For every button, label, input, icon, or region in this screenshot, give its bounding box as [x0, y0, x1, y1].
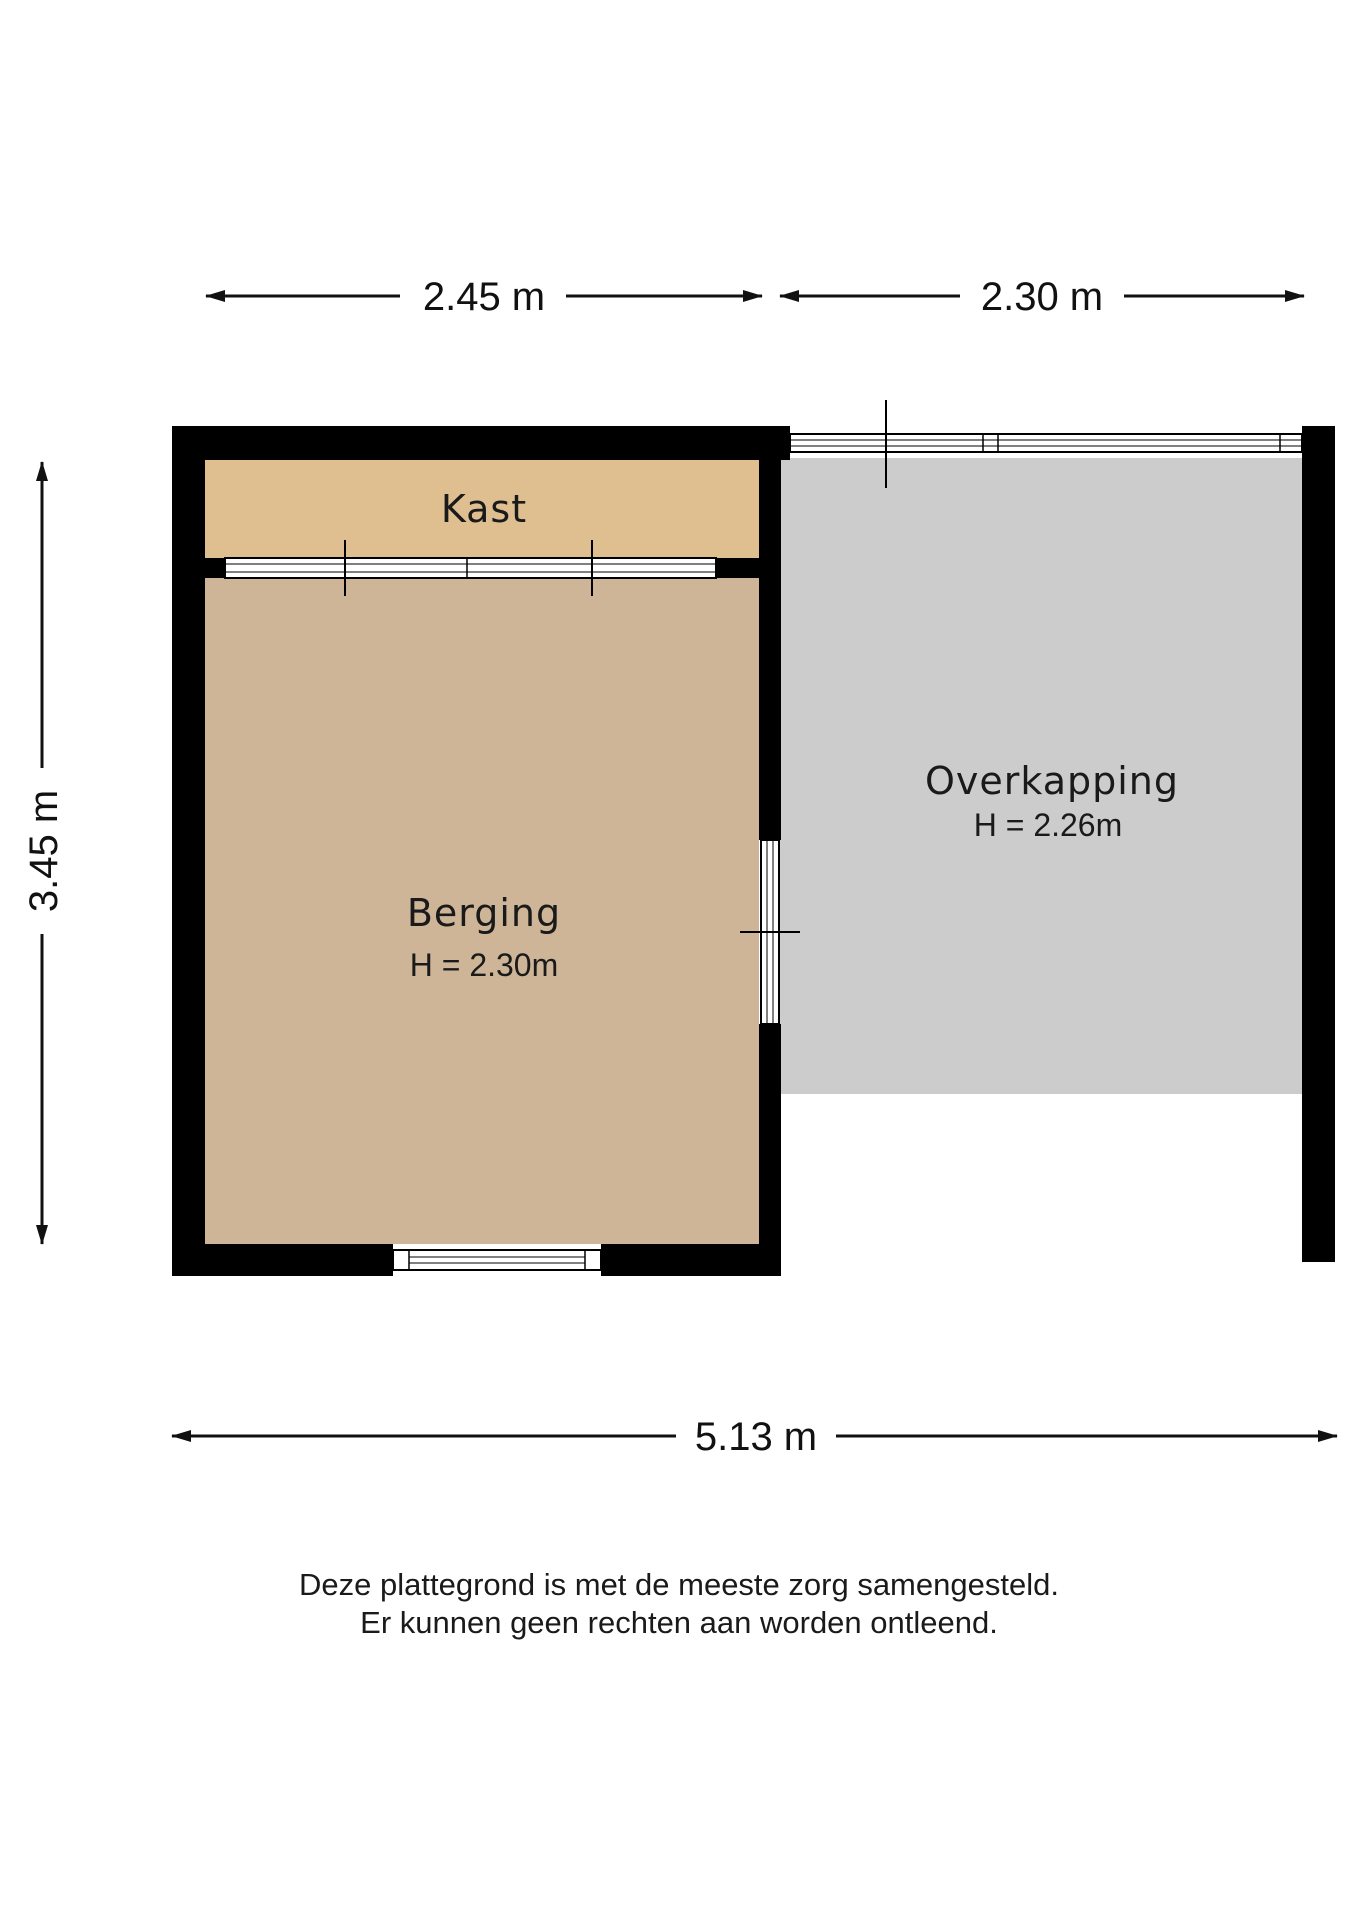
bottom-window	[393, 1250, 601, 1270]
dimension-label-top-right: 2.30 m	[980, 275, 1104, 319]
wall-bottom-left	[172, 1244, 393, 1276]
overkapping-height: H = 2.26m	[973, 807, 1123, 843]
wall-top-berging	[172, 426, 790, 460]
dimension-label-bottom: 5.13 m	[694, 1415, 818, 1459]
overkapping-label: Overkapping	[924, 759, 1180, 803]
dimension-top-right	[780, 275, 1304, 319]
berging-label: Berging	[406, 891, 562, 935]
kast-label: Kast	[440, 487, 528, 531]
kast-divider-right	[716, 558, 759, 578]
kast-divider-left	[205, 558, 225, 578]
disclaimer-line-2: Er kunnen geen rechten aan worden ontleend.	[360, 1605, 998, 1640]
wall-middle-lower	[759, 1024, 781, 1276]
disclaimer-line-1: Deze plattegrond is met de meeste zorg samengesteld.	[299, 1567, 1059, 1602]
dimension-left	[22, 462, 66, 1244]
wall-middle-upper	[759, 426, 781, 840]
dimension-bottom	[172, 1415, 1337, 1459]
wall-bottom-right	[601, 1244, 781, 1276]
dimension-label-top-left: 2.45 m	[422, 275, 546, 319]
dimension-label-left: 3.45 m	[22, 789, 66, 913]
dimension-top-left	[206, 275, 762, 319]
wall-right	[1302, 426, 1335, 1262]
disclaimer	[0, 1566, 1358, 1642]
wall-left	[172, 426, 205, 1276]
berging-height: H = 2.30m	[409, 947, 559, 983]
